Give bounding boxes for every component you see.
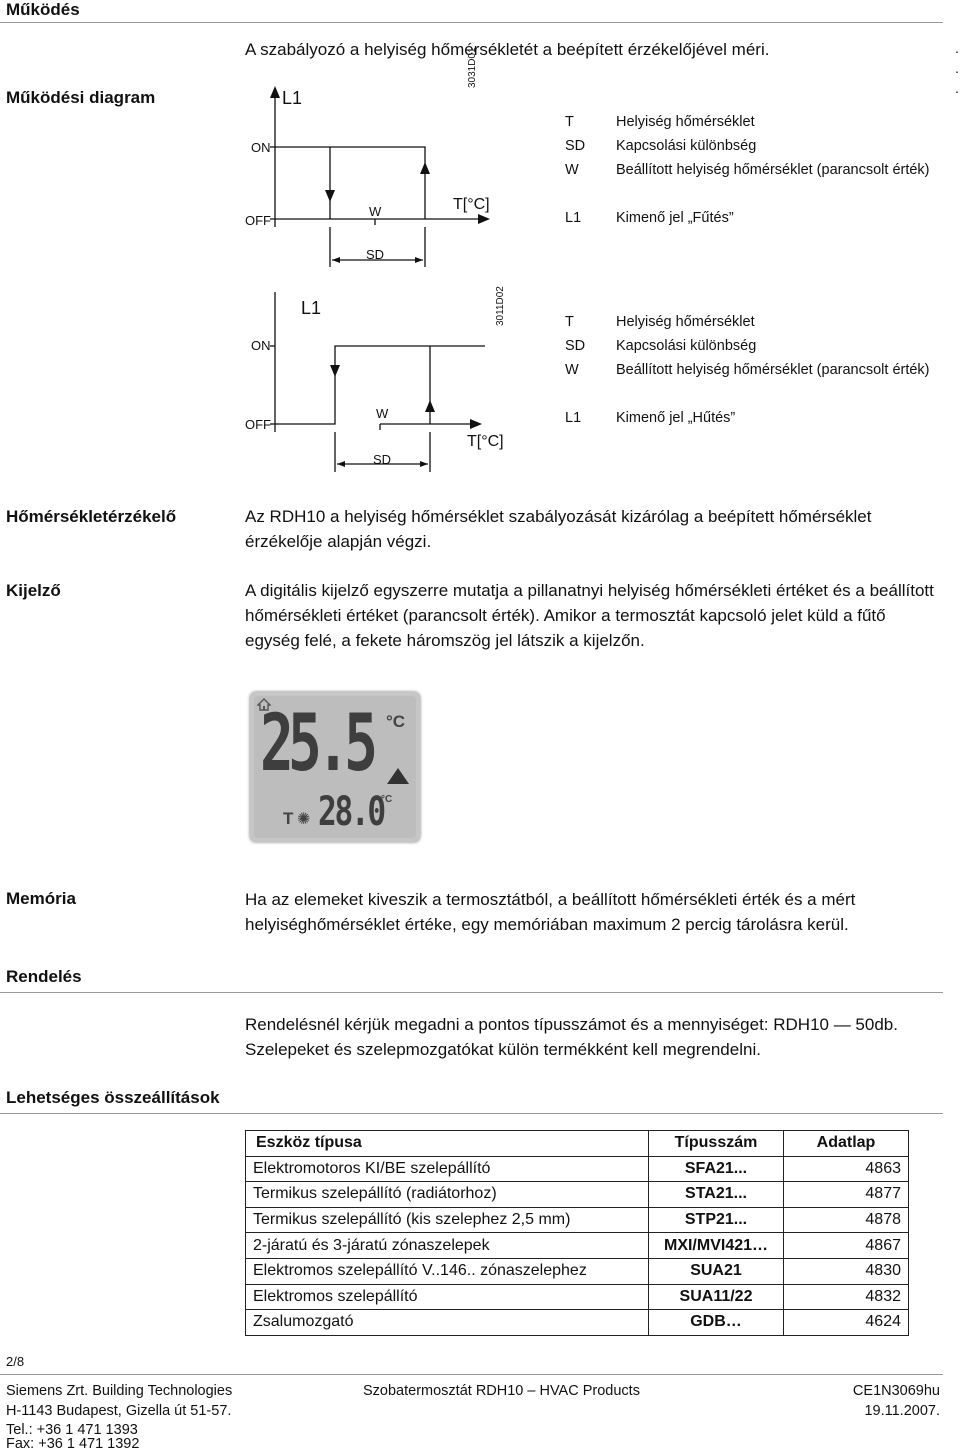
legend-text: Beállított helyiség hőmérséklet (parancsolt érték) xyxy=(616,362,930,378)
cell-type: Termikus szelepállító (kis szelephez 2,5 mm) xyxy=(246,1207,649,1233)
heating-diagram-code: 3031D01 xyxy=(467,47,478,88)
cell-code: MXI/MVI421… xyxy=(649,1233,784,1259)
footer-date: 19.11.2007. xyxy=(864,1403,940,1419)
footer-company: Siemens Zrt. Building Technologies xyxy=(6,1383,233,1399)
lcd-setpoint-unit: °C xyxy=(381,794,393,805)
combinations-title: Lehetséges összeállítások xyxy=(6,1088,220,1107)
section-title-mukodes: Működés xyxy=(6,0,80,19)
table-row xyxy=(246,1233,909,1259)
cell-code: STA21... xyxy=(649,1182,784,1208)
header-divider xyxy=(0,22,943,23)
memory-title: Memória xyxy=(6,889,76,908)
cooling-w-label: W xyxy=(376,406,389,421)
legend-key: SD xyxy=(565,338,586,354)
lcd-unit: °C xyxy=(386,712,406,731)
display-text: A digitális kijelző egyszerre mutatja a pillanatnyi helyiség hőmérsékleti értéket és a beállított hőmérsékleti értéket (parancsolt érték). Amikor a termosztát kapcsoló jelet küld a fűtő egység felé, a fekete háromszög jel látszik a kijelzőn. xyxy=(245,581,934,650)
heating-sd-label: SD xyxy=(366,247,385,262)
legend-text: Helyiség hőmérséklet xyxy=(616,314,755,330)
cell-type: 2-járatú és 3-járatú zónaszelepek xyxy=(246,1233,649,1259)
legend-text: Kimenő jel „Hűtés” xyxy=(616,410,736,426)
heating-triangle-icon xyxy=(387,768,409,784)
cell-code: SFA21... xyxy=(649,1156,784,1182)
legend-text: Kapcsolási különbség xyxy=(616,138,757,154)
table-row xyxy=(246,1182,909,1208)
ordering-text: Rendelésnél kérjük megadni a pontos típusszámot és a mennyiséget: RDH10 — 50db. Szelepeket és szelepmozgatókat külön termékként kell megrendelni. xyxy=(245,1015,898,1059)
legend-key: T xyxy=(565,314,574,330)
table-row xyxy=(246,1207,909,1233)
sensor-title: Hőmérsékletérzékelő xyxy=(6,507,177,526)
footer-fax: Fax: +36 1 471 1392 xyxy=(6,1436,140,1452)
lcd-current-temp: 25.5 xyxy=(260,699,373,789)
cell-datasheet: 4830 xyxy=(784,1258,909,1284)
display-title: Kijelző xyxy=(6,581,61,600)
cell-type: Elektromos szelepállító V..146.. zónaszelephez xyxy=(246,1258,649,1284)
page-number: 2/8 xyxy=(6,1354,25,1369)
lcd-setpoint: 28.0 xyxy=(318,789,384,835)
heating-on-label: ON xyxy=(251,140,271,155)
equipment-table xyxy=(245,1130,909,1336)
footer-phone: Tel.: +36 1 471 1393 xyxy=(6,1422,138,1438)
cell-type: Termikus szelepállító (radiátorhoz) xyxy=(246,1182,649,1208)
table-header-row xyxy=(246,1131,909,1157)
cell-type: Elektromotoros KI/BE szelepállító xyxy=(246,1156,649,1182)
intro-text: A szabályozó a helyiség hőmérsékletét a beépített érzékelőjével méri. xyxy=(245,40,770,59)
sensor-text: Az RDH10 a helyiség hőmérséklet szabályozását kizárólag a beépített hőmérséklet érzékelője alapján végzi. xyxy=(245,507,872,551)
lcd-display xyxy=(250,692,420,842)
cell-datasheet: 4878 xyxy=(784,1207,909,1233)
table-row xyxy=(246,1310,909,1336)
legend-key: W xyxy=(565,162,579,178)
legend-key: L1 xyxy=(565,410,582,426)
cell-datasheet: 4863 xyxy=(784,1156,909,1182)
lcd-t-label: T xyxy=(283,809,294,828)
col-header-datasheet: Adatlap xyxy=(784,1131,909,1157)
footer-doc-id: CE1N3069hu xyxy=(852,1383,940,1399)
legend-key: L1 xyxy=(565,210,582,226)
heating-l1-label: L1 xyxy=(282,88,303,108)
cell-type: Zsalumozgató xyxy=(246,1310,649,1336)
margin-dots: . . . xyxy=(955,40,959,96)
heating-t-axis-label: T[°C] xyxy=(453,196,490,213)
heating-diagram xyxy=(240,82,510,272)
table-row xyxy=(246,1156,909,1182)
cell-type: Elektromos szelepállító xyxy=(246,1284,649,1310)
legend-key: T xyxy=(565,114,574,130)
cell-datasheet: 4832 xyxy=(784,1284,909,1310)
cell-code: SUA21 xyxy=(649,1258,784,1284)
table-row xyxy=(246,1258,909,1284)
footer-address: H-1143 Budapest, Gizella út 51-57. xyxy=(6,1403,232,1419)
diagram-title: Működési diagram xyxy=(6,88,156,107)
legend-key: SD xyxy=(565,138,586,154)
cooling-on-label: ON xyxy=(251,338,271,353)
ordering-divider xyxy=(0,992,943,993)
footer-divider xyxy=(0,1374,943,1375)
footer-product: Szobatermosztát RDH10 – HVAC Products xyxy=(363,1383,640,1399)
cell-code: STP21... xyxy=(649,1207,784,1233)
col-header-code: Típusszám xyxy=(649,1131,784,1157)
legend-text: Beállított helyiség hőmérséklet (parancsolt érték) xyxy=(616,162,930,178)
cooling-off-label: OFF xyxy=(245,417,271,432)
legend-key: W xyxy=(565,362,579,378)
cooling-legend xyxy=(565,310,945,435)
heating-off-label: OFF xyxy=(245,213,271,228)
cell-datasheet: 4877 xyxy=(784,1182,909,1208)
legend-text: Helyiség hőmérséklet xyxy=(616,114,755,130)
cooling-t-axis-label: T[°C] xyxy=(467,433,504,450)
cell-code: GDB… xyxy=(649,1310,784,1336)
table-row xyxy=(246,1284,909,1310)
combinations-divider xyxy=(0,1113,943,1114)
legend-text: Kimenő jel „Fűtés” xyxy=(616,210,734,226)
cooling-sd-label: SD xyxy=(373,452,392,467)
heating-legend xyxy=(565,110,945,235)
cell-datasheet: 4624 xyxy=(784,1310,909,1336)
cooling-l1-label: L1 xyxy=(301,298,322,318)
cell-code: SUA11/22 xyxy=(649,1284,784,1310)
heating-w-label: W xyxy=(369,204,382,219)
cell-datasheet: 4867 xyxy=(784,1233,909,1259)
memory-text: Ha az elemeket kiveszik a termosztátból, a beállított hőmérsékleti érték és a mért helyiséghőmérséklet értéke, egy memóriában maximum 2 percig tárolásra kerül. xyxy=(245,890,856,934)
cooling-diagram-code: 3011D02 xyxy=(495,286,506,326)
legend-text: Kapcsolási különbség xyxy=(616,338,757,354)
sun-icon: ✺ xyxy=(297,811,311,828)
col-header-type: Eszköz típusa xyxy=(246,1131,649,1157)
ordering-title: Rendelés xyxy=(6,967,82,986)
